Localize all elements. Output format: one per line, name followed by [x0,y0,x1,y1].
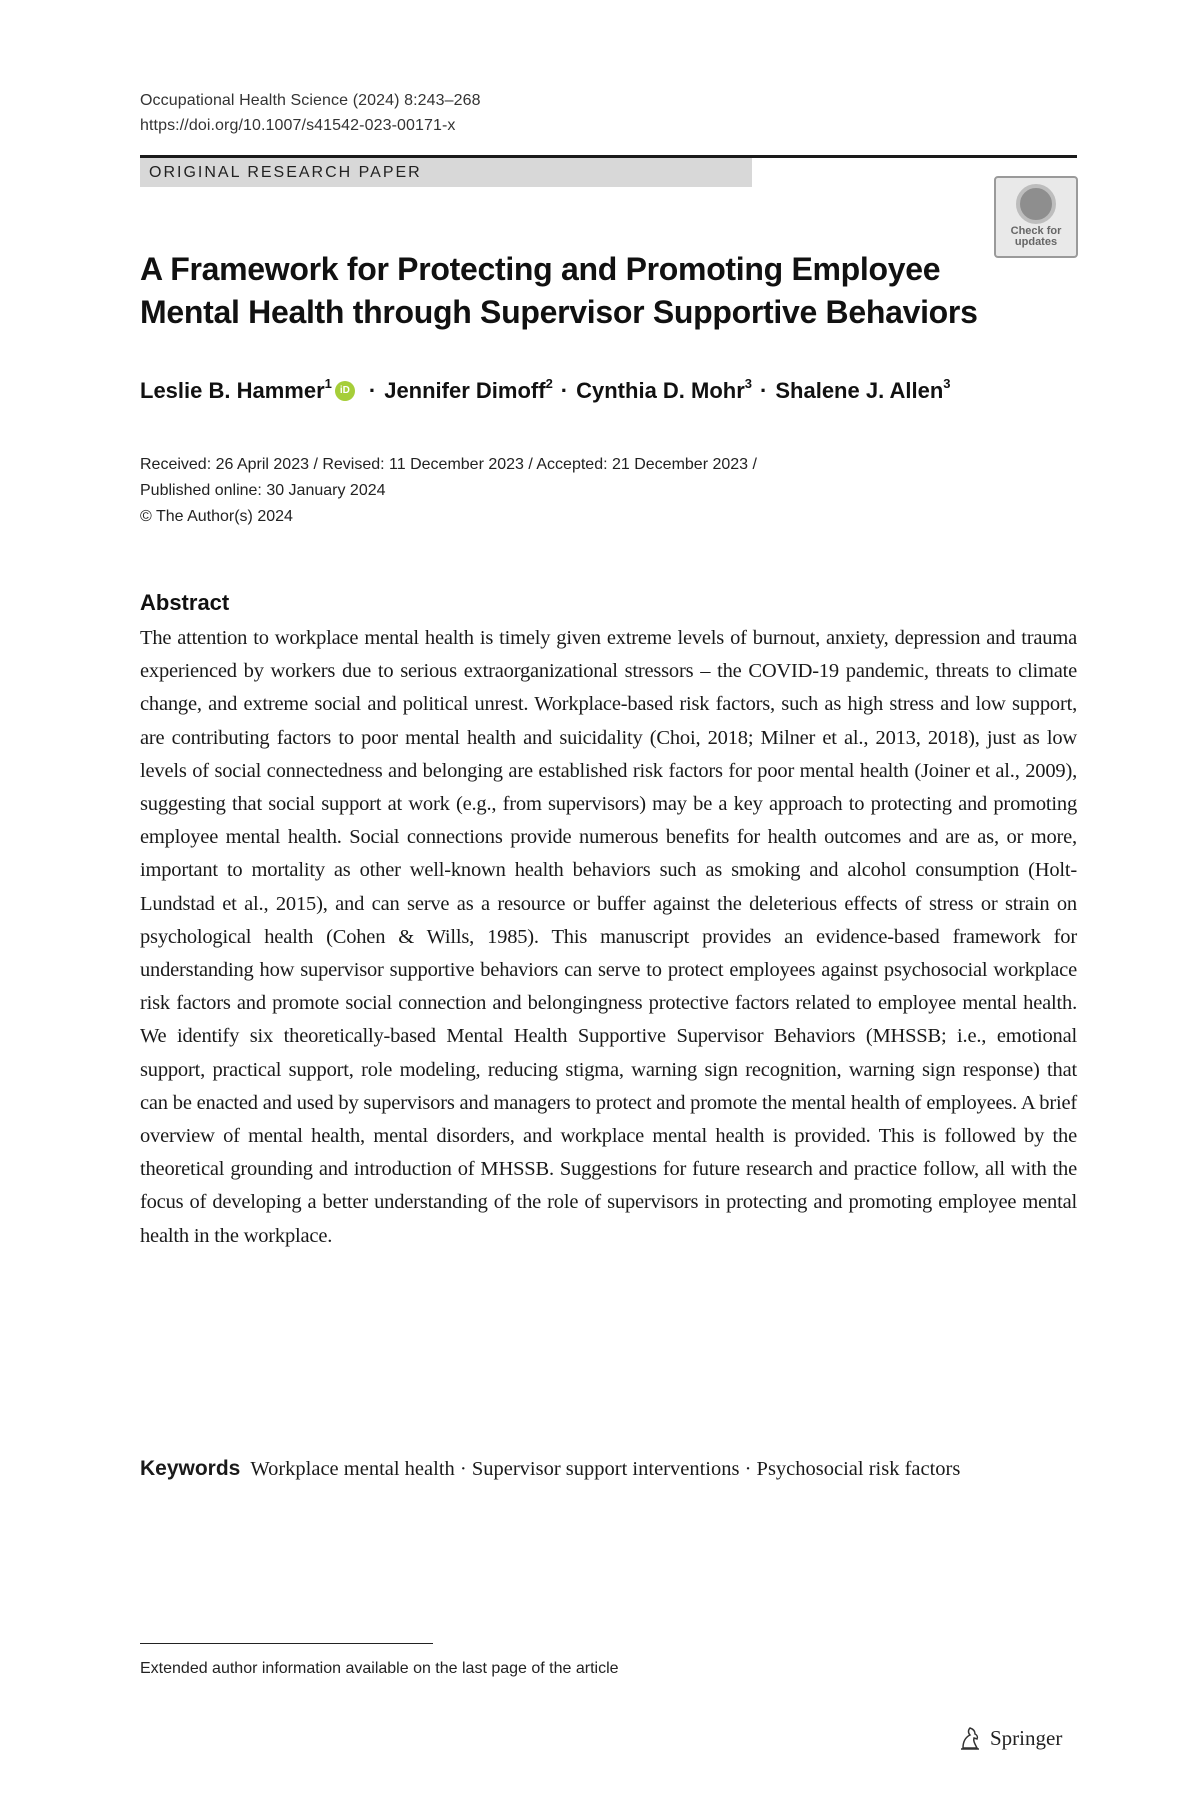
journal-citation: Occupational Health Science (2024) 8:243–268 [140,92,481,109]
copyright-line: © The Author(s) 2024 [140,508,293,525]
check-label-line1: Check for [1010,225,1062,237]
abstract-heading: Abstract [140,590,230,615]
paper-title [140,248,1000,334]
keywords-text: Workplace mental health · Supervisor support interventions · Psychosocial risk factors [250,1458,961,1480]
check-for-updates-label [1011,226,1062,248]
author-separator: · [760,378,768,403]
orcid-icon[interactable]: iD [335,381,355,401]
dates-line-1: Received: 26 April 2023 / Revised: 11 December 2023 / Accepted: 21 December 2023 / [140,456,757,473]
springer-horse-icon [958,1725,982,1751]
publisher-logo [958,1725,1062,1751]
footnote: Extended author information available on the last page of the article [140,1660,619,1677]
check-label-line2: updates [1014,236,1058,248]
author-affiliation: 2 [545,376,553,391]
check-for-updates-icon [1016,184,1056,224]
author-affiliation: 1 [324,376,332,391]
publication-dates [140,452,757,530]
author-name[interactable]: Leslie B. Hammer [140,378,325,403]
author-separator: · [560,378,569,403]
check-for-updates-badge[interactable] [994,176,1078,258]
author-name[interactable]: Shalene J. Allen [775,378,944,403]
doi-link[interactable]: https://doi.org/10.1007/s41542-023-00171-x [140,117,456,134]
keywords-label: Keywords [140,1457,241,1480]
author-name[interactable]: Jennifer Dimoff [384,378,546,403]
author-affiliation: 3 [744,376,753,391]
footnote-rule [140,1643,433,1644]
author-name[interactable]: Cynthia D. Mohr [576,378,745,403]
title-line-1: A Framework for Protecting and Promoting Employee [140,251,941,287]
title-line-2: Mental Health through Supervisor Supportive Behaviors [140,294,978,330]
author-separator: · [368,378,377,403]
publisher-name: Springer [990,1725,1063,1750]
dates-line-2: Published online: 30 January 2024 [140,482,386,499]
paper-type-label: ORIGINAL RESEARCH PAPER [149,163,422,181]
author-affiliation: 3 [943,376,951,391]
author-list [140,378,951,404]
paper-type-bar [140,158,752,187]
keywords [140,1452,1077,1486]
abstract-text: The attention to workplace mental health is timely given extreme levels of burnout, anxiety, depression and trauma experienced by workers due to serious extraorganizational stressors – the COVID-19 pandemic, threats to climate change, and extreme social and political unrest. Workplace-based risk factors, such as high stress and low support, are contributing factors to poor mental health and suicidality (Choi, 2018; Milner et al., 2013, 2018), just as low levels of social connectedness and belonging are established risk factors for poor mental health (Joiner et al., 2009), suggesting that social support at work (e.g., from supervisors) may be a key approach to protecting and promoting employee mental health. Social connections provide numerous benefits for health outcomes and are as, or more, important to mortality as other well-known health behaviors such as smoking and alcohol consumption (Holt-Lundstad et al., 2015), and can serve as a resource or buffer against the deleterious effects of stress or strain on psychological health (Cohen & Wills, 1985). This manuscript provides an evidence-based framework for understanding how supervisor supportive behaviors can serve to protect employees against psychosocial workplace risk factors and promote social connection and belongingness protective factors related to employee mental health. We identify six theoretically-based Mental Health Supportive Supervisor Behaviors (MHSSB; i.e., emotional support, practical support, role modeling, reducing stigma, warning sign recognition, warning sign response) that can be enacted and used by supervisors and managers to protect and promote the mental health of employees. A brief overview of mental health, mental disorders, and workplace mental health is provided. This is followed by the theoretical grounding and introduction of MHSSB. Suggestions for future research and practice follow, all with the focus of developing a better understanding of the role of supervisors in protecting and promoting employee mental health in the workplace. [140,627,1077,1247]
